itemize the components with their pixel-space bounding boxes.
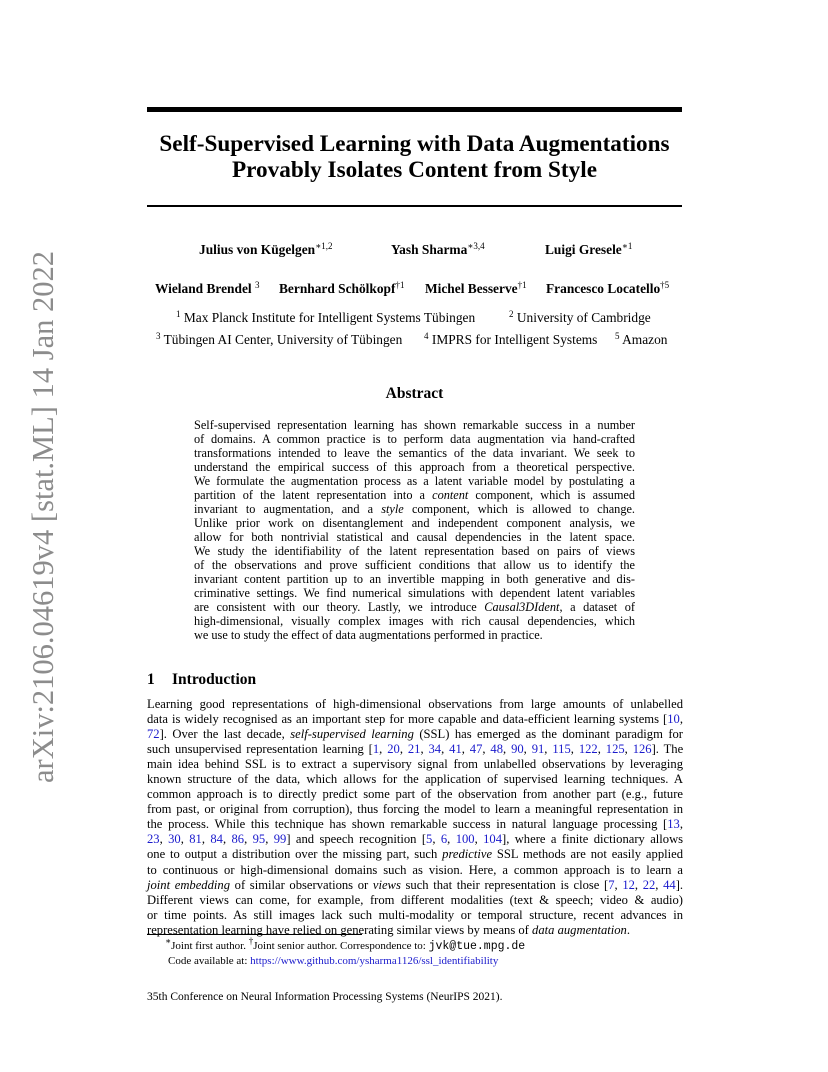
title-line-2: Provably Isolates Content from Style [232, 157, 597, 183]
citation-link[interactable]: 21 [407, 742, 421, 757]
affiliation-2: $^2$ University of Cambridge [509, 309, 651, 325]
body-line: to continuous or high-dimensional domains such as vision. Here, a common approach is to learn a [147, 862, 683, 877]
author-1: Julius von Kügelgen$^{∗1,2}$ [199, 241, 333, 257]
abstract-heading: Abstract [385, 385, 444, 402]
citation-link[interactable]: 7 [608, 877, 615, 892]
citation-link[interactable]: 48 [490, 742, 504, 757]
body-line: the process. While this technique has shown remarkable success in natural language processing [13, [147, 817, 683, 832]
abstract-line: transformations intended to leave the semantics of the data invariant. We seek to [194, 446, 635, 460]
abstract-line: understand the empirical success of this approach from a theoretical perspective. [194, 460, 635, 474]
citation-link[interactable]: 6 [440, 832, 448, 847]
body-line: Different views can come, for example, from different modalities (text & speech; video & audio) [147, 892, 683, 907]
body-line: known structure of the data, which allows for the application of supervised learning techniques. A [147, 772, 683, 787]
abstract-line: allow for both nontrivial statistical and causal dependencies in the latent space. [194, 530, 635, 544]
abstract-line: We study the identifiability of the latent representation based on pairs of views [194, 544, 635, 558]
citation-link[interactable]: 23 [147, 832, 160, 847]
citation-link[interactable]: 104 [483, 832, 502, 847]
body-line: data is widely recognised as an important step for more capable and data-efficient learning systems [10, [147, 712, 683, 727]
citation-link[interactable]: 81 [189, 832, 202, 847]
introduction-body [147, 697, 683, 938]
affiliation-4: $^4$ IMPRS for Intelligent Systems [424, 331, 598, 347]
citation-link[interactable]: 13 [667, 817, 680, 832]
email-address: jvk@tue.mpg.de [428, 940, 526, 953]
citation-link[interactable]: 5 [426, 832, 433, 847]
abstract-line: invariant content partition up to an invertible mapping in both generative and dis- [194, 572, 635, 586]
citation-link[interactable]: 91 [531, 742, 545, 757]
body-line: or time points. As still images lack such multi-modality or temporal structure, recent advances in [147, 907, 683, 922]
citation-link[interactable]: 95 [252, 832, 266, 847]
title-bottom-rule [147, 205, 682, 207]
abstract-line: invariant to augmentation, and a style component, which is allowed to change. [194, 502, 636, 516]
citation-link[interactable]: 10 [667, 712, 680, 727]
code-url-link[interactable]: https://www.github.com/ysharma1126/ssl_identifiability [250, 955, 499, 967]
body-line: from past, or original from corruption), thus forcing the model to learn a meaningful representation in [147, 802, 683, 817]
footnote-rule [147, 934, 362, 935]
section-heading-introduction: 1 Introduction [147, 671, 257, 688]
body-line: common approach is to directly predict some part of the observation from another part (e.g., future [147, 787, 683, 802]
abstract-line: We formulate the augmentation process as a latent variable model by postulating a [194, 474, 635, 488]
citation-link[interactable]: 125 [605, 742, 625, 757]
body-line: representation learning have relied on generating similar views by means of data augmentation. [147, 922, 631, 937]
abstract-line: partition of the latent representation into a content component, which is assumed [194, 488, 635, 502]
citation-link[interactable]: 84 [210, 832, 223, 847]
paper-title [147, 131, 682, 183]
body-line: such unsupervised representation learning [1, 20, 21, 34, 41, 47, 48, 90, 91, 115, 122, 125, 126]. The [147, 742, 684, 757]
abstract-line: of domains. A common practice is to perform data augmentation via hand-crafted [194, 432, 635, 446]
citation-link[interactable]: 22 [642, 877, 656, 892]
author-2: Yash Sharma$^{∗3,4}$ [391, 241, 485, 257]
citation-link[interactable]: 115 [552, 742, 571, 757]
abstract-line: of the observations and prove sufficient conditions that allow us to identify the [194, 558, 635, 572]
author-3: Luigi Gresele$^{∗1}$ [545, 241, 633, 257]
citation-link[interactable]: 47 [469, 742, 483, 757]
abstract-line: Self-supervised representation learning has shown remarkable success in a number [194, 418, 635, 432]
author-5: Bernhard Schölkopf$^{\dagger 1}$ [279, 280, 405, 296]
body-line: main idea behind SSL is to extract a supervisory signal from unlabelled observations by leveraging [147, 757, 683, 772]
citation-link[interactable]: 44 [663, 877, 676, 892]
arxiv-identifier: arXiv:2106.04619v4 [stat.ML] 14 Jan 2022 [26, 251, 60, 783]
conference-footer: 35th Conference on Neural Information Processing Systems (NeurIPS 2021). [147, 991, 503, 1003]
citation-link[interactable]: 34 [428, 742, 442, 757]
citation-link[interactable]: 86 [231, 832, 245, 847]
title-line-1: Self-Supervised Learning with Data Augmentations [159, 131, 670, 157]
citation-link[interactable]: 90 [511, 742, 524, 757]
body-line: 23, 30, 81, 84, 86, 95, 99] and speech recognition [5, 6, 100, 104], where a finite dictionary allows [147, 832, 684, 847]
abstract-line: high-dimensional, visually complex images with rich causal dependencies, which [194, 614, 635, 628]
body-line: 72]. Over the last decade, self-supervised learning (SSL) has emerged as the dominant paradigm for [147, 727, 684, 742]
citation-link[interactable]: 72 [147, 727, 160, 742]
footnote-authors: ∗Joint first author. †Joint senior author. Correspondence to: jvk@tue.mpg.de [165, 936, 526, 953]
citation-link[interactable]: 20 [387, 742, 400, 757]
affiliation-5: $^5$ Amazon [615, 331, 668, 347]
abstract-line: are consistent with our theory. Lastly, we introduce Causal3DIdent, a dataset of [194, 600, 636, 614]
author-7: Francesco Locatello$^{\dagger 5}$ [546, 280, 670, 296]
citation-link[interactable]: 41 [449, 742, 462, 757]
citation-link[interactable]: 1 [372, 742, 380, 757]
title-top-rule [147, 107, 682, 112]
citation-link[interactable]: 12 [622, 877, 635, 892]
body-line: Learning good representations of high-dimensional observations from large amounts of unlabelled [147, 697, 683, 711]
abstract-line: Unlike prior work on disentanglement and independent component analysis, we [194, 516, 635, 530]
abstract-line: we use to study the effect of data augmentations performed in practice. [194, 628, 543, 642]
citation-link[interactable]: 100 [455, 832, 475, 847]
affiliation-1: $^1$ Max Planck Institute for Intelligent Systems Tübingen [176, 309, 476, 325]
body-line: one to output a distribution over the missing part, such predictive SSL methods are not easily applied [147, 847, 683, 862]
author-6: Michel Besserve$^{\dagger 1}$ [425, 280, 527, 296]
citation-link[interactable]: 99 [273, 832, 287, 847]
author-4: Wieland Brendel $^3$ [155, 280, 260, 296]
body-line: joint embedding of similar observations or views such that their representation is close [7, 12, 22, 44]. [147, 877, 684, 892]
citation-link[interactable]: 30 [168, 832, 181, 847]
abstract-line: criminative settings. We find numerical simulations with dependent latent variables [194, 586, 635, 600]
citation-link[interactable]: 122 [578, 742, 598, 757]
abstract-body [194, 418, 635, 642]
footnote-code: Code available at: https://www.github.com/ysharma1126/ssl_identifiability [168, 955, 499, 967]
affiliation-3: $^3$ Tübingen AI Center, University of Tübingen [156, 331, 403, 347]
citation-link[interactable]: 126 [632, 742, 652, 757]
